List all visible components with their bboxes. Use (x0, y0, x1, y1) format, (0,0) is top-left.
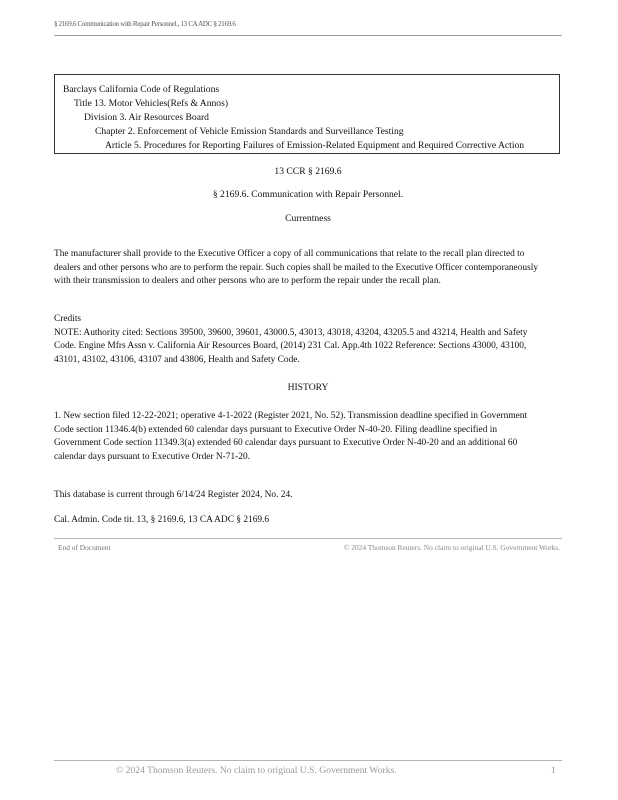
history-heading: HISTORY (287, 382, 329, 393)
currentness-link[interactable]: Currentness (285, 213, 331, 224)
hierarchy-publisher: Barclays California Code of Regulations (63, 84, 220, 95)
footer-copyright: © 2024 Thomson Reuters. No claim to original U.S. Government Works. (116, 765, 397, 776)
citation: 13 CCR § 2169.6 (274, 166, 342, 177)
end-of-document-label: End of Document (58, 543, 111, 552)
history-line: 1. New section filed 12-22-2021; operative 4-1-2022 (Register 2021, No. 52). Transmission deadline specified in Government (54, 411, 528, 421)
body-line: with their transmission to dealers and other persons who are to perform the repair under the recall plan. (54, 276, 441, 287)
header-divider (54, 35, 562, 36)
copyright-notice: © 2024 Thomson Reuters. No claim to original U.S. Government Works. (343, 543, 560, 552)
credits-line: Code. Engine Mfrs Assn v. California Air Resources Board, (2014) 231 Cal. App.4th 1022 Reference: Sections 43000, 43100, (54, 341, 527, 352)
footer-divider (54, 760, 562, 761)
running-head: § 2169.6 Communication with Repair Personnel., 13 CA ADC § 2169.6 (54, 20, 236, 28)
section-body (54, 248, 566, 289)
hierarchy-division[interactable]: Division 3. Air Resources Board (84, 112, 209, 123)
admin-code-citation: Cal. Admin. Code tit. 13, § 2169.6, 13 CA ADC § 2169.6 (54, 515, 270, 525)
body-line: The manufacturer shall provide to the Executive Officer a copy of all communications that relate to the recall plan directed to (54, 249, 525, 259)
history-line: Government Code section 11349.3(a) extended 60 calendar days pursuant to Executive Order N-40-20 and an additional 60 (54, 438, 518, 449)
body-line: dealers and other persons who are to perform the repair. Such copies shall be mailed to the Executive Officer contemporaneously (54, 262, 539, 273)
hierarchy-title[interactable]: Title 13. Motor Vehicles(Refs & Annos) (74, 98, 229, 109)
hierarchy-article[interactable]: Article 5. Procedures for Reporting Failures of Emission-Related Equipment and Required Corrective Action (105, 140, 525, 151)
credits-line: 43101, 43102, 43106, 43107 and 43806, Health and Safety Code. (54, 354, 300, 365)
end-divider (54, 538, 562, 539)
credits-heading: Credits (54, 314, 82, 324)
credits-section (54, 313, 566, 367)
history-line: calendar days pursuant to Executive Order N-71-20. (54, 451, 251, 462)
page-number: 1 (551, 765, 556, 776)
history-section (54, 410, 566, 464)
section-title: § 2169.6. Communication with Repair Personnel. (212, 189, 404, 200)
history-line: Code section 11346.4(b) extended 60 calendar days pursuant to Executive Order N-40-20. Filing deadline specified in (54, 424, 498, 435)
credits-line: NOTE: Authority cited: Sections 39500, 39600, 39601, 43000.5, 43013, 43018, 43204, 43205.5 and 43214, Health and Safety (54, 327, 528, 338)
database-currentness: This database is current through 6/14/24 Register 2024, No. 24. (54, 490, 293, 500)
document-hierarchy-box (54, 74, 560, 154)
hierarchy-chapter[interactable]: Chapter 2. Enforcement of Vehicle Emission Standards and Surveillance Testing (95, 126, 404, 137)
